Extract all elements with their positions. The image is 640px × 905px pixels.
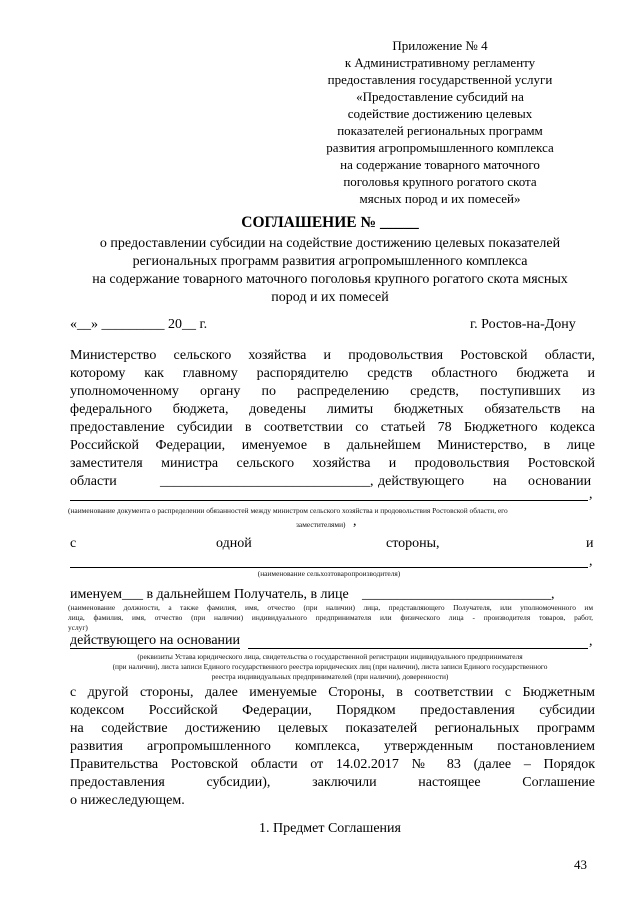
note-document-basis-cont: заместителями) — [296, 520, 346, 529]
annex-line: к Административному регламенту — [344, 55, 536, 70]
paragraph-line: Правительства Ростовской области от 14.02.2017 № 83 (далее – Порядок — [70, 757, 595, 772]
agreement-title: СОГЛАШЕНИЕ № _____ — [241, 214, 419, 231]
recipient-rep-field: ___________________________, — [362, 587, 555, 602]
comma: , — [589, 487, 593, 502]
comma: , — [589, 634, 593, 649]
deputy-name-field: ______________________________, — [160, 474, 374, 489]
paragraph-line: предоставление субсидии в соответствии со статьей 78 Бюджетного кодекса — [70, 420, 595, 435]
paragraph-line: предоставления субсидии), заключили настоящее Соглашение — [70, 775, 595, 790]
annex-line: на содержание товарного маточного — [340, 157, 540, 172]
paragraph-line: с другой стороны, далее именуемые Стороны, в соответствии с Бюджетным — [70, 685, 595, 700]
agreement-subtitle-line: о предоставлении субсидии на содействие достижению целевых показателей — [99, 236, 561, 251]
comma: , — [589, 554, 593, 569]
paragraph-line: Министерство сельского хозяйства и продовольствия Ростовской области, — [70, 348, 595, 363]
paragraph-line: кодексом Российской Федерации, Порядком предоставления субсидии — [70, 703, 595, 718]
recipient-name-line — [70, 567, 588, 568]
note-document-basis: (наименование документа о распределении обязанностей между министром сельского хозяйства и продовольствия Ростовской области, его — [68, 506, 508, 515]
recipient-intro: именуем___ в дальнейшем Получатель, в лице — [70, 587, 349, 602]
comma: , — [353, 514, 357, 529]
paragraph-line: федерального бюджета, доведены лимиты бюджетных обязательств на — [70, 402, 595, 417]
note-acting-basis: реестра индивидуальных предпринимателей (при наличии), доверенности) — [211, 672, 449, 681]
note-acting-basis: (реквизиты Устава юридического лица, свидетельства о государственной регистрации индивидуального предпринимателя — [137, 652, 523, 661]
agreement-date: «__» _________ 20__ г. — [70, 317, 208, 332]
agreement-subtitle-line: на содержание товарного маточного поголовья крупного рогатого скота мясных — [92, 272, 568, 287]
paragraph-line: на содействие достижению целевых показателей региональных программ — [70, 721, 595, 736]
paragraph-line: заместителя министра сельского хозяйства и продовольствия Ростовской — [70, 456, 595, 471]
section-heading: 1. Предмет Соглашения — [259, 821, 401, 836]
note-recipient-rep: (наименование должности, а также фамилия, имя, отчество (при наличии) лица, представляющего Получателя, или уполномоченного им — [68, 603, 593, 612]
annex-line: поголовья крупного рогатого скота — [343, 174, 537, 189]
annex-line: предоставления государственной услуги — [327, 72, 553, 87]
agreement-subtitle-line: региональных программ развития агропромышленного комплекса — [132, 254, 528, 269]
paragraph-line: которому как главному распорядителю средств областного бюджета и — [70, 366, 595, 381]
note-recipient-name: (наименование сельхозтоваропроизводителя) — [257, 569, 401, 578]
paragraph-line: о нижеследующем. — [70, 793, 185, 808]
annex-line: Приложение № 4 — [392, 38, 488, 53]
odnoy-word: одной — [216, 536, 252, 551]
paragraph-line: уполномоченному органу по распределению средств, поступивших из — [70, 384, 595, 399]
acting-basis-label: действующего на основании — [70, 633, 241, 648]
acting-basis-line — [248, 648, 588, 649]
i-word: и — [586, 536, 594, 551]
oblast-word: области — [70, 474, 117, 489]
osnovanii-word: основании — [528, 474, 592, 489]
annex-line: содействие достижению целевых — [347, 106, 533, 121]
annex-line: показателей региональных программ — [337, 123, 543, 138]
paragraph-line: Российской Федерации, именуемое в дальнейшем Министерство, в лице — [70, 438, 595, 453]
na-word: на — [493, 474, 507, 489]
note-recipient-rep: лица, фамилия, имя, отчество (при наличии) индивидуального предпринимателя или физического лица - производителя товаров, работ, — [68, 613, 593, 622]
note-acting-basis: (при наличии), листа записи Единого государственного реестра юридических лиц (при наличии), листа записи Единого государственного — [112, 662, 548, 671]
agreement-city: г. Ростов-на-Дону — [470, 317, 576, 332]
page-number: 43 — [574, 857, 587, 872]
annex-line: мясных пород и их помесей» — [359, 191, 521, 206]
paragraph-line: развития агропромышленного комплекса, утвержденным постановлением — [70, 739, 595, 754]
note-recipient-rep: услуг) — [68, 623, 88, 632]
annex-line: развития агропромышленного комплекса — [326, 140, 554, 155]
document-basis-line — [70, 500, 588, 501]
annex-line: «Предоставление субсидий на — [356, 89, 524, 104]
agreement-subtitle-line: пород и их помесей — [271, 290, 389, 305]
storony-word: стороны, — [386, 536, 440, 551]
acting-word: действующего — [378, 474, 465, 489]
s-word: с — [70, 536, 77, 551]
